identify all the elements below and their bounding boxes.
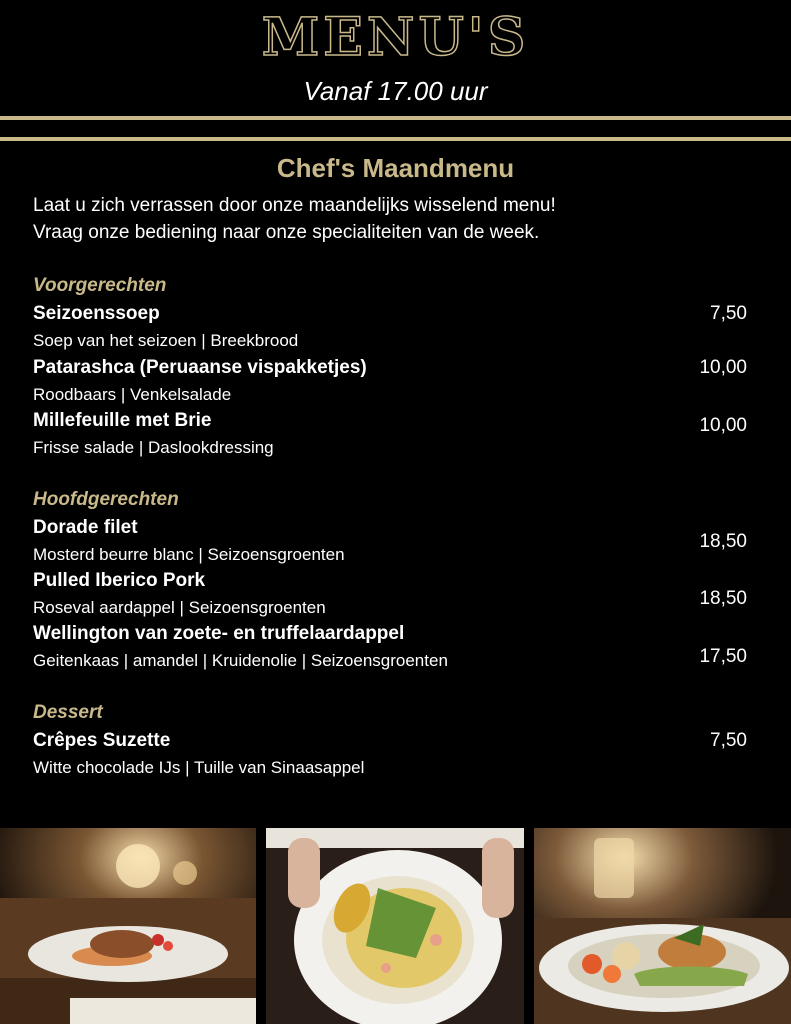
dish-name: Crêpes Suzette <box>33 730 171 751</box>
section-intro <box>33 192 753 246</box>
section-title: Chef's Maandmenu <box>276 153 515 183</box>
dish-description: Roseval aardappel | Seizoensgroenten <box>33 598 326 617</box>
dish-name: Pulled Iberico Pork <box>33 570 206 591</box>
intro-line: Laat u zich verrassen door onze maandelijks wisselend menu! <box>33 195 556 216</box>
pasta-dish-photo <box>266 828 524 1024</box>
dish-price: 10,00 <box>699 357 747 378</box>
fish-dish-photo <box>0 828 256 1024</box>
dish-name: Dorade filet <box>33 517 138 538</box>
dish-description: Frisse salade | Daslookdressing <box>33 438 274 457</box>
intro-line: Vraag onze bediening naar onze specialiteiten van de week. <box>33 222 540 243</box>
dish-name: Patarashca (Peruaanse vispakketjes) <box>33 357 367 378</box>
menu-subtitle: Vanaf 17.00 uur <box>303 76 488 106</box>
dish-price: 7,50 <box>710 730 747 751</box>
gold-divider-top <box>0 116 791 120</box>
dish-description: Witte chocolade IJs | Tuille van Sinaasappel <box>33 758 365 777</box>
dish-price: 10,00 <box>699 415 747 436</box>
gold-divider-bottom <box>0 137 791 141</box>
category-heading: Dessert <box>33 702 103 723</box>
dish-price: 7,50 <box>710 303 747 324</box>
menu-title: MENU'S <box>261 7 530 68</box>
dish-price: 18,50 <box>699 588 747 609</box>
dish-price: 17,50 <box>699 646 747 667</box>
category-heading: Hoofdgerechten <box>33 489 179 510</box>
dish-description: Roodbaars | Venkelsalade <box>33 385 232 404</box>
dish-description: Geitenkaas | amandel | Kruidenolie | Seizoensgroenten <box>33 651 448 670</box>
dish-name: Wellington van zoete- en truffelaardappel <box>33 623 405 644</box>
dish-name: Seizoenssoep <box>33 303 160 324</box>
dish-description: Mosterd beurre blanc | Seizoensgroenten <box>33 545 345 564</box>
dish-price: 18,50 <box>699 531 747 552</box>
fish-vegetable-dish-photo <box>534 828 791 1024</box>
dish-name: Millefeuille met Brie <box>33 410 212 431</box>
dish-description: Soep van het seizoen | Breekbrood <box>33 331 299 350</box>
category-heading: Voorgerechten <box>33 275 167 296</box>
